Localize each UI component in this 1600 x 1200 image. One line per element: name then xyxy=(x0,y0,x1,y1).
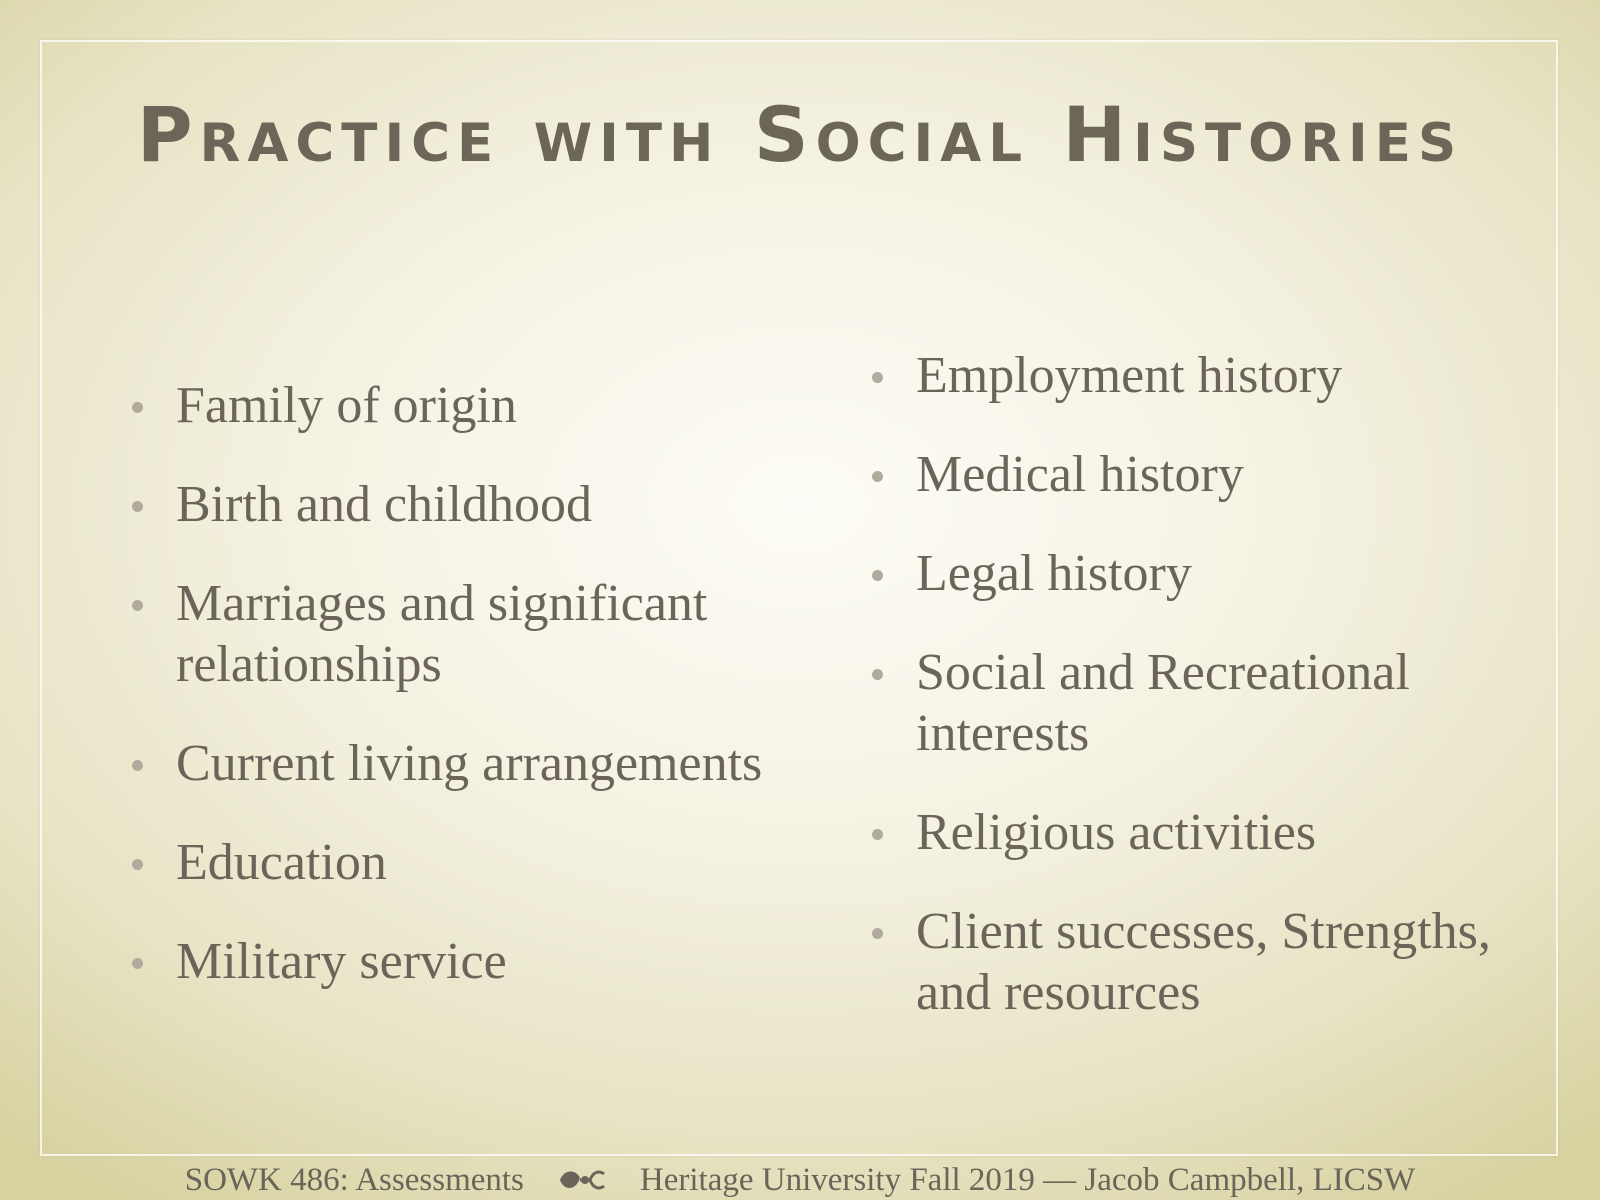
list-item xyxy=(872,802,1552,863)
bullet-icon xyxy=(132,501,143,512)
bullet-icon xyxy=(132,402,143,413)
list-item-text: Education xyxy=(176,834,387,891)
list-item-text: Marriages and significant relationships xyxy=(176,575,708,693)
list-item xyxy=(872,345,1552,406)
list-item xyxy=(132,375,812,436)
list-item-text: Legal history xyxy=(916,545,1192,602)
list-item xyxy=(132,733,812,794)
bullet-icon xyxy=(872,928,883,939)
list-item xyxy=(872,543,1552,604)
slide-footer xyxy=(0,1160,1600,1200)
list-item xyxy=(132,474,812,535)
footer-credit: Heritage University Fall 2019 — Jacob Campbell, LICSW xyxy=(639,1161,1416,1198)
list-item-text: Social and Recreational interests xyxy=(916,644,1410,762)
footer-course: SOWK 486: Assessments xyxy=(184,1161,524,1198)
list-item-text: Religious activities xyxy=(916,804,1317,861)
list-item xyxy=(872,642,1552,764)
bullet-icon xyxy=(872,372,883,383)
bullet-icon xyxy=(132,600,143,611)
list-item-text: Military service xyxy=(176,933,507,990)
list-item xyxy=(872,901,1552,1023)
list-item xyxy=(132,573,812,695)
list-item-text: Employment history xyxy=(916,347,1343,404)
list-item xyxy=(132,832,812,893)
bullet-icon xyxy=(132,760,143,771)
list-item-text: Medical history xyxy=(916,446,1244,503)
list-item-text: Birth and childhood xyxy=(176,476,592,533)
bullet-icon xyxy=(872,471,883,482)
list-item-text: Client successes, Strengths, and resources xyxy=(916,903,1491,1021)
bullet-icon xyxy=(872,829,883,840)
right-bullet-list xyxy=(872,345,1552,1061)
list-item xyxy=(132,931,812,992)
bullet-icon xyxy=(872,669,883,680)
list-item-text: Current living arrangements xyxy=(176,735,763,792)
slide-title: Practice with Social Histories xyxy=(136,90,1464,179)
fleuron-icon xyxy=(558,1166,606,1194)
list-item-text: Family of origin xyxy=(176,377,517,434)
bullet-icon xyxy=(132,859,143,870)
bullet-icon xyxy=(872,570,883,581)
list-item xyxy=(872,444,1552,505)
left-bullet-list xyxy=(132,375,812,1030)
bullet-icon xyxy=(132,958,143,969)
